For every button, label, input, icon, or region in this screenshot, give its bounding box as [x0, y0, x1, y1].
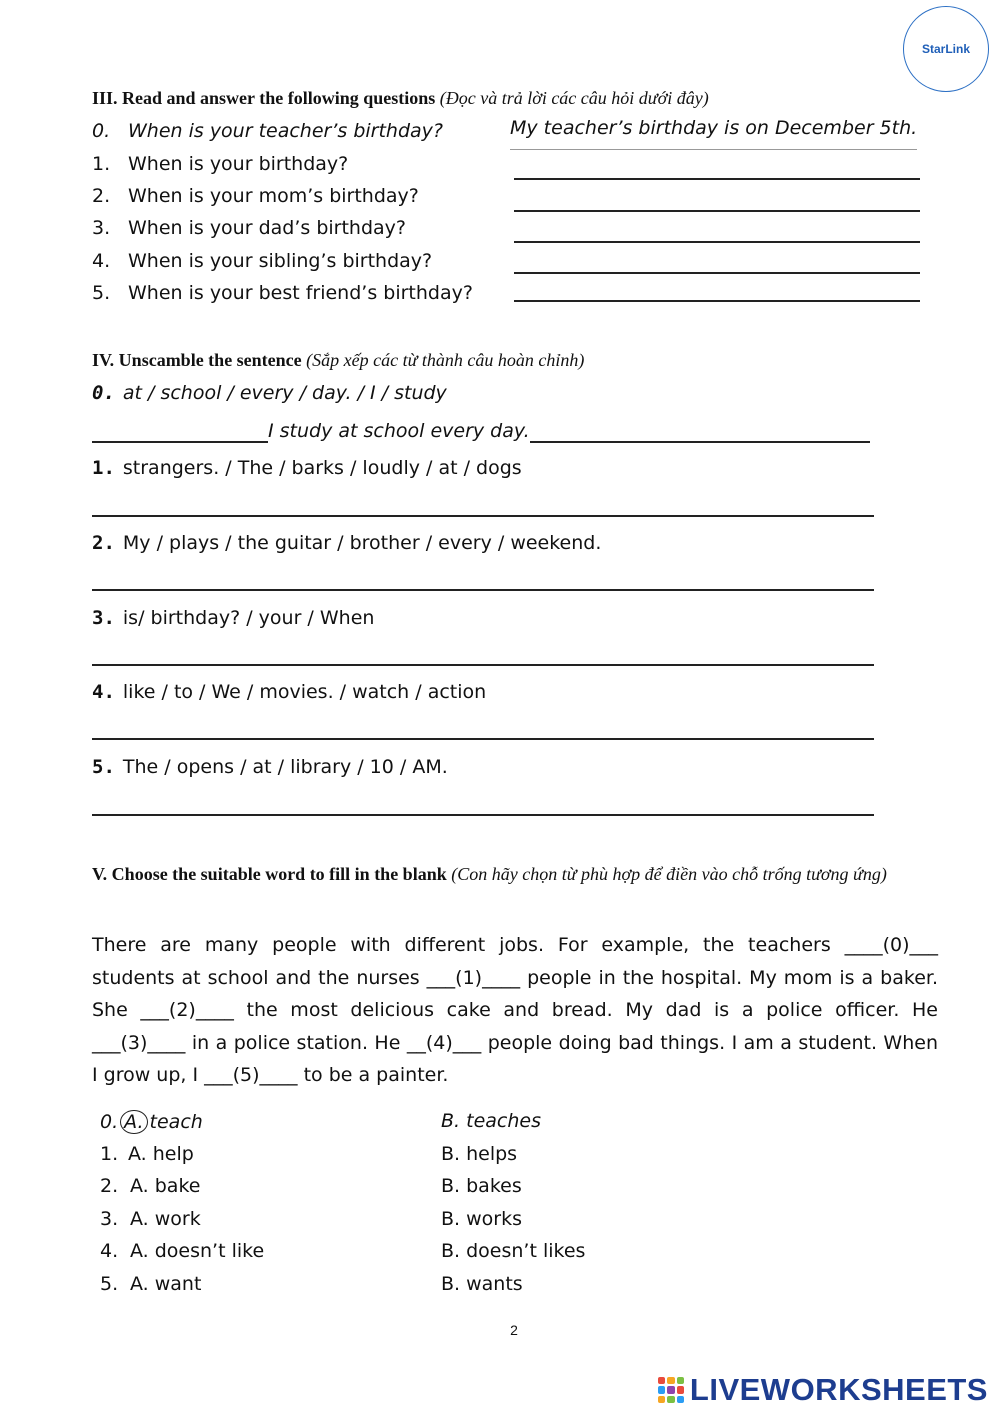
item-number: 5. [92, 756, 115, 778]
item-words: is/ birthday? / your / When [122, 607, 375, 629]
option-row-3 [100, 1208, 201, 1230]
option-a[interactable]: A. want [130, 1273, 202, 1295]
answer-blank-iv-2[interactable] [92, 589, 874, 591]
option-row-0 [100, 1110, 203, 1134]
answer-blank-iv-3[interactable] [92, 664, 874, 666]
example-underline-left [92, 441, 268, 443]
item-number: 1. [92, 457, 115, 479]
section-3-heading [92, 88, 709, 109]
unscramble-item-2 [92, 532, 601, 554]
question-number: 2. [92, 185, 111, 207]
item-words: strangers. / The / barks / loudly / at / dogs [122, 457, 522, 479]
option-number: 4. [100, 1240, 119, 1262]
question-text: When is your birthday? [128, 153, 349, 175]
question-number: 1. [92, 153, 111, 175]
question-1 [92, 153, 348, 175]
question-4 [92, 250, 432, 272]
option-row-1 [100, 1143, 194, 1165]
section-5-heading [92, 860, 912, 888]
option-row-2 [100, 1175, 200, 1197]
example-answer [268, 420, 530, 442]
option-number: 1. [100, 1143, 119, 1165]
selected-answer-circle [120, 1110, 147, 1134]
question-text: When is your mom’s birthday? [128, 185, 419, 207]
unscramble-item-1 [92, 457, 522, 479]
option-number: 5. [100, 1273, 119, 1295]
unscramble-item-5 [92, 756, 448, 778]
option-a[interactable]: teach [149, 1111, 203, 1133]
option-number: 3. [100, 1208, 119, 1230]
item-words: at / school / every / day. / I / study [122, 382, 447, 404]
liveworksheets-logo-icon [658, 1377, 684, 1403]
answer-blank-5[interactable] [514, 300, 920, 302]
question-number: 0. [92, 120, 111, 142]
answer-blank-2[interactable] [514, 210, 920, 212]
unscramble-example [92, 382, 447, 404]
question-5 [92, 282, 473, 304]
option-b-4[interactable]: B. doesn’t likes [441, 1240, 586, 1262]
answer-underline-0 [510, 149, 917, 150]
option-a[interactable]: A. help [128, 1143, 194, 1165]
option-letter: A. [124, 1111, 144, 1133]
question-3 [92, 217, 406, 239]
answer-text: My teacher’s birthday is on December 5th. [510, 117, 918, 139]
question-number: 5. [92, 282, 111, 304]
option-b-2[interactable]: B. bakes [441, 1175, 522, 1197]
section-5-title: V. Choose the suitable word to fill in the blank [92, 864, 447, 884]
item-number: 3. [92, 607, 115, 629]
option-number: 2. [100, 1175, 119, 1197]
question-text: When is your teacher’s birthday? [128, 120, 444, 142]
question-number: 3. [92, 217, 111, 239]
option-a[interactable]: A. doesn’t like [130, 1240, 265, 1262]
answer-blank-iv-4[interactable] [92, 738, 874, 740]
option-b-1[interactable]: B. helps [441, 1143, 518, 1165]
cloze-paragraph: There are many people with different jobs. For example, the teachers ____(0)___ students at school and the nurses ___(1)____ people in the hospital. My mom is a baker. She ___(2)____ the most delicious cake and bread. My dad is a police officer. He ___(3)____ in a police station. He __(4)___ people doing bad things. I am a student. When I grow up, I ___(5)____ to be a painter. [92, 934, 938, 1086]
option-row-5 [100, 1273, 201, 1295]
liveworksheets-wordmark: LIVEWORKSHEETS [689, 1372, 988, 1407]
item-words: My / plays / the guitar / brother / every / weekend. [122, 532, 602, 554]
question-text: When is your sibling’s birthday? [128, 250, 433, 272]
option-row-4 [100, 1240, 264, 1262]
unscramble-item-3 [92, 607, 374, 629]
option-a[interactable]: A. work [130, 1208, 201, 1230]
item-words: like / to / We / movies. / watch / action [122, 681, 487, 703]
answer-blank-iv-1[interactable] [92, 515, 874, 517]
section-4-subtitle: (Sắp xếp các từ thành câu hoàn chỉnh) [306, 350, 585, 370]
starlink-logo [903, 6, 989, 92]
question-2 [92, 185, 419, 207]
item-words: The / opens / at / library / 10 / AM. [122, 756, 448, 778]
question-text: When is your best friend’s birthday? [128, 282, 473, 304]
section-4-title: IV. Unscamble the sentence [92, 350, 302, 370]
unscramble-item-4 [92, 681, 486, 703]
section-3-subtitle: (Đọc và trả lời các câu hỏi dưới đây) [439, 88, 709, 108]
answer-blank-3[interactable] [514, 241, 920, 243]
item-number: 0. [92, 382, 115, 404]
liveworksheets-brand [658, 1372, 988, 1408]
example-answer-text: I study at school every day. [268, 420, 530, 442]
item-number: 4. [92, 681, 115, 703]
option-b-5[interactable]: B. wants [441, 1273, 523, 1295]
page-number: 2 [510, 1322, 518, 1338]
option-number: 0. [100, 1111, 119, 1133]
section-5-subtitle: (Con hãy chọn từ phù hợp để điền vào chỗ trống tương ứng) [451, 864, 887, 884]
option-b-0[interactable] [441, 1110, 541, 1132]
section-4-heading [92, 350, 584, 371]
question-0 [92, 120, 443, 142]
section-3-title: III. Read and answer the following questions [92, 88, 436, 108]
question-number: 4. [92, 250, 111, 272]
option-b-text: B. teaches [441, 1110, 541, 1132]
answer-blank-iv-5[interactable] [92, 814, 874, 816]
option-b-3[interactable]: B. works [441, 1208, 522, 1230]
answer-blank-1[interactable] [514, 178, 920, 180]
item-number: 2. [92, 532, 115, 554]
example-underline-right [530, 441, 870, 443]
logo-text: StarLink [921, 42, 970, 56]
option-a[interactable]: A. bake [130, 1175, 201, 1197]
answer-example [510, 117, 917, 139]
question-text: When is your dad’s birthday? [128, 217, 406, 239]
answer-blank-4[interactable] [514, 272, 920, 274]
